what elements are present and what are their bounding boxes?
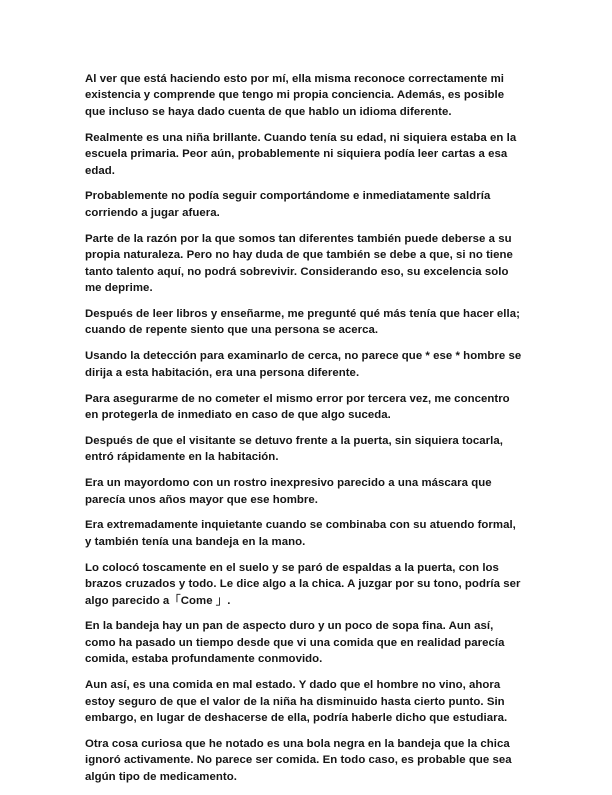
paragraph: Realmente es una niña brillante. Cuando tenía su edad, ni siquiera estaba en la escuela primaria. Peor aún, probablemente ni siquiera podía leer cartas a esa edad. [85,131,517,177]
paragraph: Para asegurarme de no cometer el mismo error por tercera vez, me concentro en protegerla de inmediato en caso de que algo suceda. [85,392,510,421]
paragraph: En la bandeja hay un pan de aspecto duro y un poco de sopa fina. Aun así, como ha pasado un tiempo desde que vi una comida que en realidad parecía comida, estaba profundamente conmovido. [85,620,505,666]
paragraph: Era un mayordomo con un rostro inexpresivo parecido a una máscara que parecía unos años mayor que ese hombre. [85,477,492,506]
document-page [85,71,525,795]
paragraph: Lo colocó toscamente en el suelo y se paró de espaldas a la puerta, con los brazos cruzados y todo. Le dice algo a la chica. A juzgar por su tono, podría ser algo parecido a「Come 」. [85,561,521,607]
paragraph: Usando la detección para examinarlo de cerca, no parece que * ese * hombre se dirija a esta habitación, era una persona diferente. [85,350,522,379]
paragraph: Parte de la razón por la que somos tan diferentes también puede deberse a su propia naturaleza. Pero no hay duda de que también se debe a que, si no tiene tanto talento aquí, no podrá sobrevivir. Considerando eso, su excelencia solo me deprime. [85,232,513,294]
paragraph: Después de que el visitante se detuvo frente a la puerta, sin siquiera tocarla, entró rápidamente en la habitación. [85,434,503,464]
paragraph: Aun así, es una comida en mal estado. Y dado que el hombre no vino, ahora estoy seguro de que el valor de la niña ha disminuido hasta cierto punto. Sin embargo, en lugar de deshacerse de ella, podría haberle dicho que estudiara. [85,679,508,724]
paragraph: Era extremadamente inquietante cuando se combinaba con su atuendo formal, y también tenía una bandeja en la mano. [85,519,516,548]
paragraph: Después de leer libros y enseñarme, me pregunté qué más tenía que hacer ella; cuando de repente siento que una persona se acerca. [85,307,520,337]
paragraph: Otra cosa curiosa que he notado es una bola negra en la bandeja que la chica ignoró activamente. No parece ser comida. En todo caso, es probable que sea algún tipo de medicamento. [85,737,512,783]
paragraph: Al ver que está haciendo esto por mí, ella misma reconoce correctamente mi existencia y comprende que tengo mi propia conciencia. Además, es posible que incluso se haya dado cuenta de que hablo un idioma diferente. [85,73,505,118]
paragraph: Probablemente no podía seguir comportándome e inmediatamente saldría corriendo a jugar afuera. [85,190,491,219]
